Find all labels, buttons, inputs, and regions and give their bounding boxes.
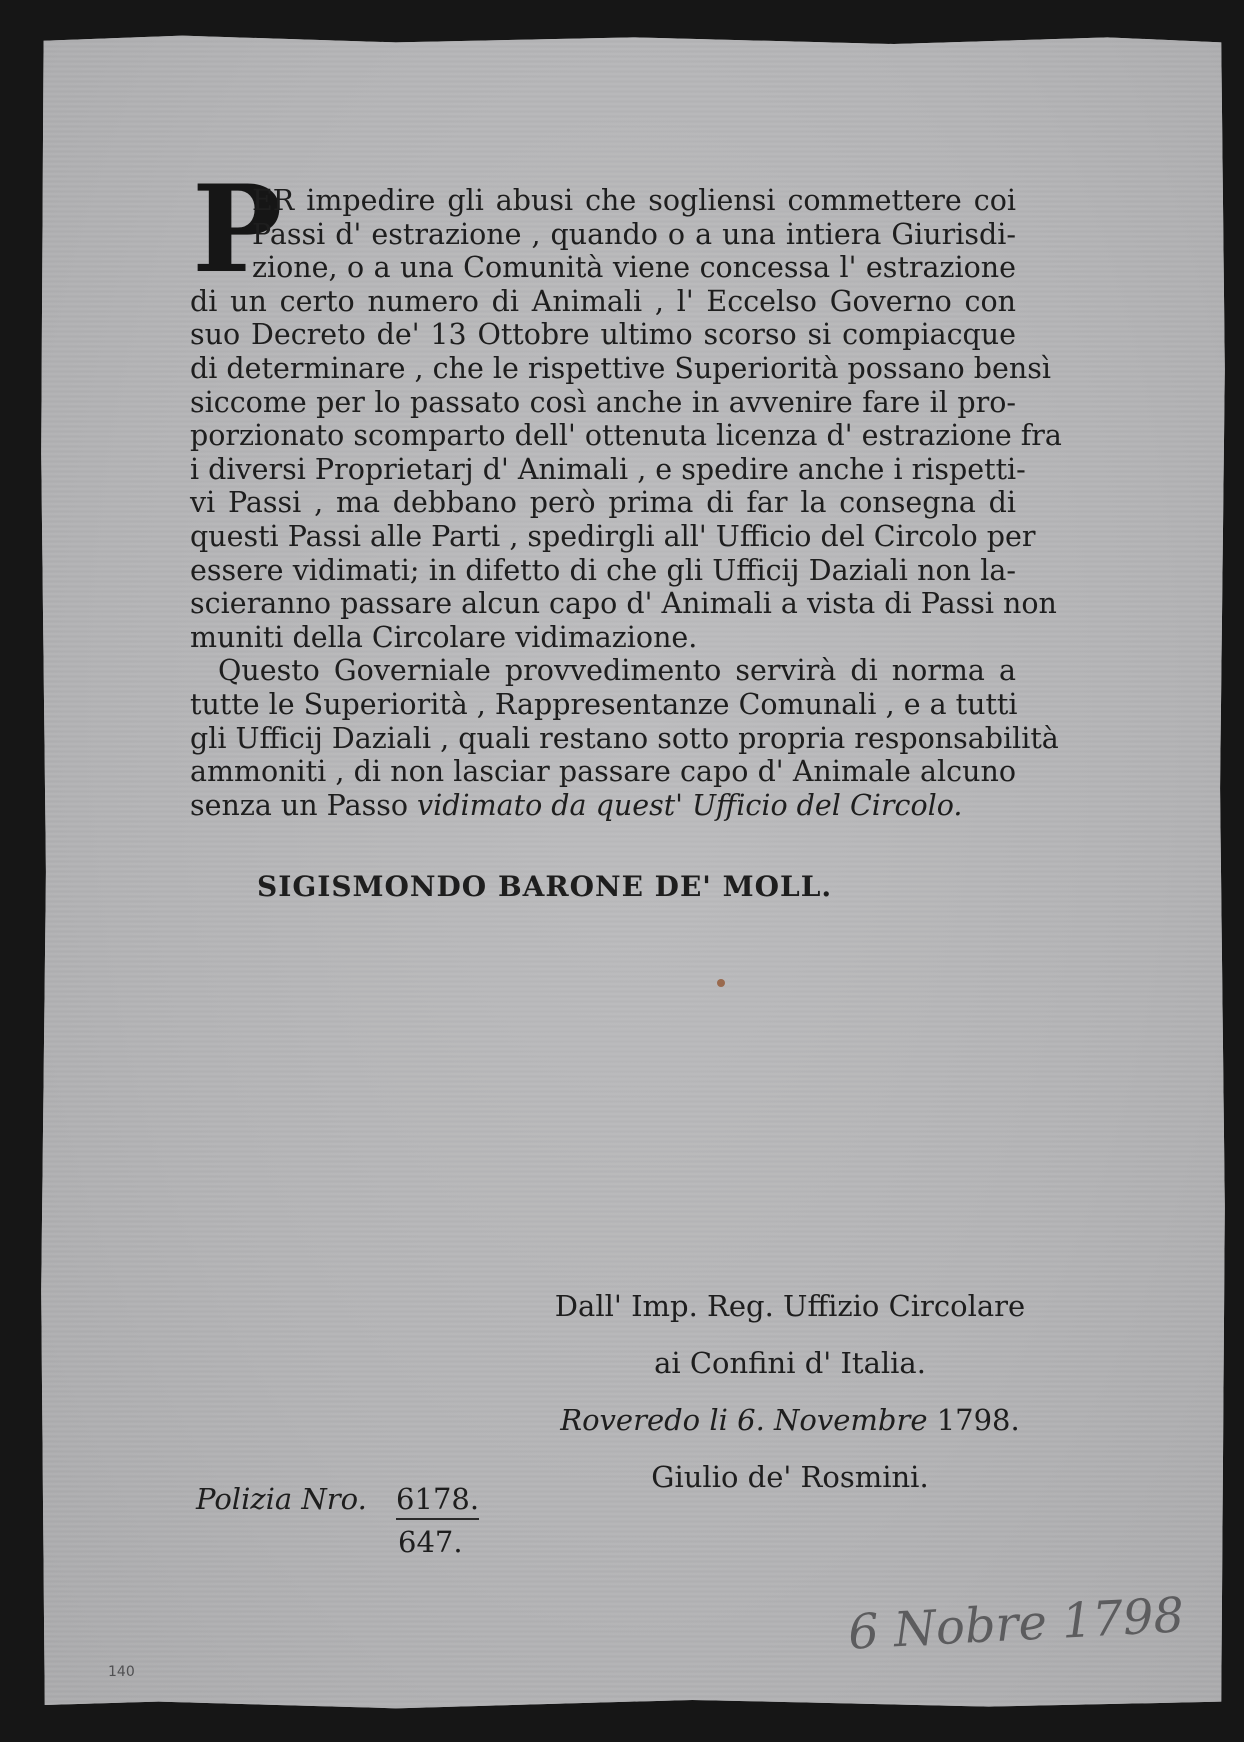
text-line: ER impedire gli abusi che sogliensi commettere coi [252, 184, 1016, 217]
office-line-1: Dall' Imp. Reg. Uffizio Circolare [554, 1289, 1026, 1323]
final-roman: senza un Passo [190, 788, 418, 822]
office-line-2: ai Confini d' Italia. [654, 1346, 926, 1380]
office-block [540, 1278, 1040, 1506]
text-line: Questo Governiale provvedimento servirà di norma a [218, 654, 1016, 688]
police-number: 6178. [396, 1482, 479, 1520]
police-sub-number: 647. [398, 1525, 463, 1559]
text-line: gli Ufficij Daziali , quali restano sotto propria responsabilità [190, 721, 1059, 755]
text-line: siccome per lo passato così anche in avvenire fare il pro- [190, 385, 1016, 419]
date-line [540, 1392, 1040, 1449]
text-line: i diversi Proprietarj d' Animali , e spedire anche i rispetti- [190, 452, 1026, 486]
decree-body [190, 184, 1062, 822]
text-line: di un certo numero di Animali , l' Eccelso Governo con [190, 284, 1016, 318]
page-number: 140 [108, 1664, 135, 1680]
final-italic: vidimato da quest' Ufficio del Circolo. [417, 788, 963, 822]
text-line: Passi d' estrazione , quando o a una intiera Giurisdi- [252, 217, 1016, 251]
text-line: essere vidimati; in difetto di che gli Ufficij Daziali non la- [190, 553, 1016, 587]
handwritten-archive-note: 6 Nobre 1798 [846, 1587, 1186, 1661]
dropcap-letter: P [192, 159, 283, 300]
text-line: muniti della Circolare vidimazione. [190, 620, 698, 654]
text-line: tutte le Superiorità , Rappresentanze Comunali , e a tutti [190, 687, 1018, 721]
text-line: zione, o a una Comunità viene concessa l' estrazione [252, 251, 1016, 285]
police-reference [196, 1482, 479, 1520]
text-line: ammoniti , di non lasciar passare capo d' Animale alcuno [190, 755, 1016, 789]
date-year: 1798. [927, 1403, 1020, 1437]
text-line: questi Passi alle Parti , spedirgli all' Ufficio del Circolo per [190, 519, 1036, 553]
police-label: Polizia Nro. [196, 1482, 367, 1516]
text-line-final [190, 789, 1016, 823]
text-line: vi Passi , ma debbano però prima di far la consegna di [190, 486, 1016, 520]
text-line: di determinare , che le rispettive Superiorità possano bensì [190, 351, 1051, 385]
text-line: porzionato scomparto dell' ottenuta licenza d' estrazione fra [190, 419, 1062, 453]
official-name: Giulio de' Rosmini. [651, 1460, 929, 1494]
text-line: scieranno passare alcun capo d' Animali a vista di Passi non [190, 587, 1057, 621]
paper-stain [717, 979, 725, 987]
text-line: suo Decreto de' 13 Ottobre ultimo scorso si compiacque [190, 318, 1016, 352]
date-place: Roveredo li 6. Novembre [560, 1403, 928, 1437]
signer-name: SIGISMONDO BARONE DE' MOLL. [257, 870, 833, 903]
